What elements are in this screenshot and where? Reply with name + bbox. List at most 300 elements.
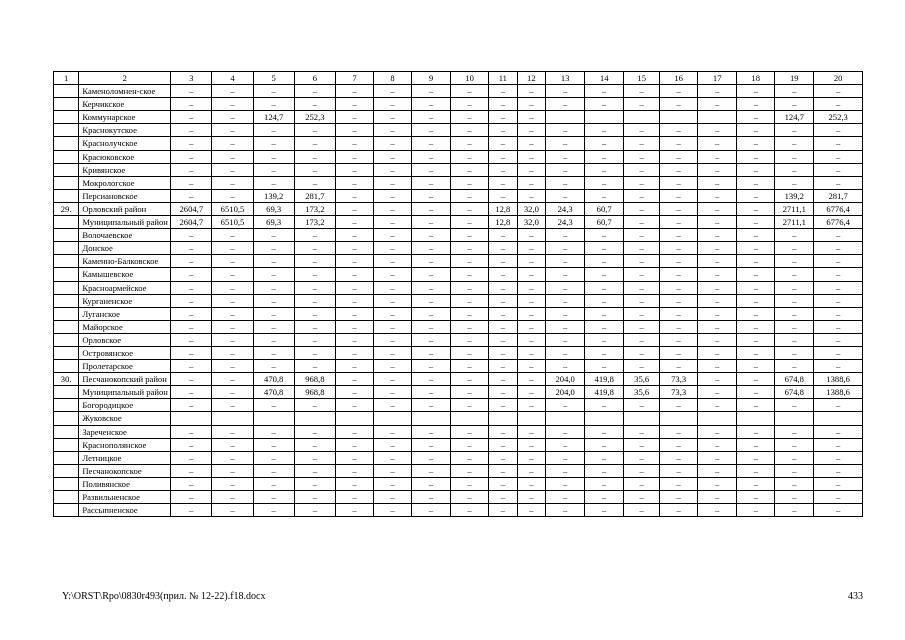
row-number (54, 294, 79, 307)
table-cell: – (412, 360, 451, 373)
table-cell: – (546, 438, 585, 451)
table-cell: – (814, 504, 863, 517)
table-cell: – (517, 150, 546, 163)
table-cell: – (814, 229, 863, 242)
table-cell: – (775, 281, 814, 294)
table-cell: – (412, 491, 451, 504)
table-cell: – (412, 242, 451, 255)
table-row (54, 399, 863, 412)
table-cell: – (775, 451, 814, 464)
table-cell (294, 412, 335, 425)
table-cell: – (489, 255, 518, 268)
table-cell: – (373, 242, 411, 255)
table-cell: – (373, 333, 411, 346)
column-header: 17 (698, 72, 737, 85)
table-cell: 2604,7 (171, 202, 212, 215)
table-cell: – (373, 373, 411, 386)
table-cell: – (698, 373, 737, 386)
table-cell: – (698, 399, 737, 412)
table-cell: – (451, 294, 489, 307)
table-cell: – (212, 451, 253, 464)
table-cell: – (294, 320, 335, 333)
table-cell: – (373, 189, 411, 202)
table-cell: – (451, 373, 489, 386)
table-cell: 73,3 (660, 386, 698, 399)
table-cell: – (335, 111, 373, 124)
table-cell: – (546, 307, 585, 320)
table-cell (698, 412, 737, 425)
table-cell: – (253, 150, 294, 163)
table-cell: – (775, 294, 814, 307)
column-header: 4 (212, 72, 253, 85)
table-cell: – (660, 451, 698, 464)
table-cell: – (253, 98, 294, 111)
table-cell: – (737, 333, 775, 346)
table-cell: – (171, 176, 212, 189)
table-cell: – (660, 268, 698, 281)
row-number (54, 360, 79, 373)
table-cell: – (546, 451, 585, 464)
table-cell: – (775, 163, 814, 176)
table-cell: – (660, 85, 698, 98)
table-cell: – (489, 399, 518, 412)
table-cell: – (517, 85, 546, 98)
table-cell: – (775, 307, 814, 320)
table-cell: – (451, 425, 489, 438)
table-cell: – (737, 464, 775, 477)
row-number (54, 242, 79, 255)
table-cell: 173,2 (294, 202, 335, 215)
table-cell: – (373, 294, 411, 307)
table-cell (451, 412, 489, 425)
table-cell: – (253, 242, 294, 255)
table-cell: – (624, 491, 660, 504)
table-cell (660, 412, 698, 425)
row-number (54, 451, 79, 464)
table-cell: – (373, 477, 411, 490)
table-cell: – (660, 216, 698, 229)
row-name: Краснолучское (79, 137, 171, 150)
row-name: Каменно-Балковское (79, 255, 171, 268)
row-number (54, 137, 79, 150)
table-cell: – (335, 189, 373, 202)
table-cell: – (698, 425, 737, 438)
table-cell: – (585, 281, 624, 294)
table-cell: – (451, 111, 489, 124)
table-cell: – (546, 281, 585, 294)
table-cell: – (814, 137, 863, 150)
table-cell: – (451, 137, 489, 150)
column-header: 20 (814, 72, 863, 85)
table-cell: – (585, 294, 624, 307)
table-cell: – (373, 307, 411, 320)
table-cell: – (585, 242, 624, 255)
table-cell: – (489, 111, 518, 124)
row-number (54, 98, 79, 111)
table-cell: – (737, 176, 775, 189)
table-cell: – (373, 98, 411, 111)
table-row (54, 268, 863, 281)
table-cell: – (585, 98, 624, 111)
table-cell: 139,2 (775, 189, 814, 202)
table-cell: – (698, 333, 737, 346)
table-cell: – (451, 346, 489, 359)
row-name: Кривянское (79, 163, 171, 176)
table-cell: – (585, 320, 624, 333)
table-cell: 2711,1 (775, 216, 814, 229)
table-cell: – (814, 294, 863, 307)
table-cell (335, 412, 373, 425)
table-cell: – (775, 268, 814, 281)
table-cell: – (253, 294, 294, 307)
table-cell: – (660, 294, 698, 307)
table-cell: – (814, 242, 863, 255)
table-cell: – (373, 346, 411, 359)
row-number (54, 163, 79, 176)
table-cell: 69,3 (253, 216, 294, 229)
table-cell: – (546, 268, 585, 281)
row-name: Красюковское (79, 150, 171, 163)
table-cell: – (546, 150, 585, 163)
table-cell: – (624, 98, 660, 111)
table-row (54, 98, 863, 111)
column-header: 9 (412, 72, 451, 85)
row-number (54, 307, 79, 320)
table-cell: – (546, 346, 585, 359)
table-cell: – (814, 176, 863, 189)
table-cell: – (171, 307, 212, 320)
table-cell: – (585, 451, 624, 464)
table-cell: – (698, 229, 737, 242)
table-cell: – (737, 491, 775, 504)
table-cell: – (660, 281, 698, 294)
table-cell: – (373, 451, 411, 464)
table-cell: – (585, 504, 624, 517)
table-cell: – (585, 255, 624, 268)
table-cell: – (660, 320, 698, 333)
table-cell: – (660, 346, 698, 359)
table-cell: 252,3 (814, 111, 863, 124)
table-cell: – (294, 137, 335, 150)
table-cell: – (698, 451, 737, 464)
table-cell: – (212, 124, 253, 137)
table-cell: – (814, 163, 863, 176)
table-cell: – (585, 176, 624, 189)
row-name: Поливянское (79, 477, 171, 490)
table-cell: – (212, 176, 253, 189)
table-cell: – (171, 504, 212, 517)
row-name: Мокрологское (79, 176, 171, 189)
table-cell: – (517, 294, 546, 307)
header-row (54, 72, 863, 85)
table-cell (171, 412, 212, 425)
row-name: Рассыпненское (79, 504, 171, 517)
table-row (54, 333, 863, 346)
table-cell: – (517, 137, 546, 150)
row-name: Коммунарское (79, 111, 171, 124)
table-cell: – (546, 189, 585, 202)
table-cell: – (212, 346, 253, 359)
table-cell: – (412, 399, 451, 412)
row-number (54, 477, 79, 490)
table-cell: – (624, 189, 660, 202)
table-cell: – (294, 85, 335, 98)
table-cell: – (546, 124, 585, 137)
table-cell: – (775, 137, 814, 150)
table-cell: – (489, 307, 518, 320)
table-cell: – (660, 150, 698, 163)
table-cell: – (624, 333, 660, 346)
table-body (54, 72, 863, 517)
table-cell: – (775, 360, 814, 373)
table-cell: – (814, 150, 863, 163)
table-cell: – (212, 386, 253, 399)
row-number (54, 85, 79, 98)
table-cell: – (171, 85, 212, 98)
table-cell: 124,7 (253, 111, 294, 124)
row-name: Камышевское (79, 268, 171, 281)
table-cell: – (517, 504, 546, 517)
table-cell: – (373, 202, 411, 215)
row-name: Орловское (79, 333, 171, 346)
table-row (54, 150, 863, 163)
table-row (54, 176, 863, 189)
table-cell: 2711,1 (775, 202, 814, 215)
table-cell: – (489, 229, 518, 242)
table-cell: – (294, 98, 335, 111)
table-cell: – (585, 438, 624, 451)
table-cell: – (775, 242, 814, 255)
table-cell (814, 412, 863, 425)
table-cell: – (412, 150, 451, 163)
table-cell: – (451, 281, 489, 294)
table-cell: – (489, 189, 518, 202)
table-cell: – (698, 163, 737, 176)
table-cell: – (335, 386, 373, 399)
table-cell: – (517, 386, 546, 399)
row-number (54, 150, 79, 163)
table-cell: – (451, 320, 489, 333)
table-cell: – (412, 333, 451, 346)
table-row (54, 163, 863, 176)
row-name: Персиановское (79, 189, 171, 202)
table-cell: – (451, 216, 489, 229)
table-cell: – (412, 307, 451, 320)
table-cell: – (624, 346, 660, 359)
table-cell: – (585, 360, 624, 373)
table-cell (212, 412, 253, 425)
table-cell: – (294, 504, 335, 517)
table-cell: – (294, 451, 335, 464)
table-cell: – (489, 464, 518, 477)
table-cell: – (737, 281, 775, 294)
table-cell: – (412, 438, 451, 451)
table-cell: – (546, 163, 585, 176)
table-cell: – (585, 150, 624, 163)
table-cell: – (489, 268, 518, 281)
table-cell: – (412, 85, 451, 98)
row-name: Керчикское (79, 98, 171, 111)
table-cell: – (253, 491, 294, 504)
table-cell: – (373, 464, 411, 477)
data-table (53, 71, 863, 517)
table-cell: – (624, 202, 660, 215)
table-cell: – (489, 360, 518, 373)
table-cell: – (412, 346, 451, 359)
table-cell: – (212, 137, 253, 150)
table-cell: – (814, 360, 863, 373)
table-cell: – (253, 438, 294, 451)
table-cell: – (737, 98, 775, 111)
table-cell: 32,0 (517, 202, 546, 215)
table-cell: – (737, 360, 775, 373)
table-cell: 674,8 (775, 373, 814, 386)
table-cell: – (212, 425, 253, 438)
table-cell: – (335, 281, 373, 294)
table-cell (775, 412, 814, 425)
row-name: Зареченское (79, 425, 171, 438)
table-cell: – (412, 202, 451, 215)
table-cell: – (489, 163, 518, 176)
table-cell: – (212, 307, 253, 320)
table-row (54, 360, 863, 373)
table-row (54, 320, 863, 333)
table-cell: – (660, 189, 698, 202)
table-cell: 24,3 (546, 216, 585, 229)
table-cell: – (451, 307, 489, 320)
table-cell: – (489, 176, 518, 189)
table-cell: – (624, 176, 660, 189)
table-cell: – (698, 216, 737, 229)
table-cell: – (660, 307, 698, 320)
column-header: 5 (253, 72, 294, 85)
row-name: Богородицкое (79, 399, 171, 412)
table-cell: – (171, 346, 212, 359)
table-cell: – (814, 491, 863, 504)
table-cell: – (294, 399, 335, 412)
table-cell: – (624, 294, 660, 307)
table-cell: – (171, 438, 212, 451)
table-cell: – (335, 294, 373, 307)
table-cell: 281,7 (294, 189, 335, 202)
table-cell: – (814, 268, 863, 281)
table-cell (737, 412, 775, 425)
table-cell: – (585, 85, 624, 98)
table-cell: – (517, 373, 546, 386)
table-cell: – (373, 360, 411, 373)
table-cell: – (517, 307, 546, 320)
table-cell: – (660, 176, 698, 189)
table-cell: – (171, 150, 212, 163)
table-cell: – (517, 189, 546, 202)
table-cell: – (412, 268, 451, 281)
table-cell: – (171, 229, 212, 242)
table-cell: – (624, 150, 660, 163)
table-cell: – (698, 268, 737, 281)
table-cell: – (212, 373, 253, 386)
table-cell (546, 412, 585, 425)
table-cell: – (585, 189, 624, 202)
table-row (54, 491, 863, 504)
table-cell: – (335, 85, 373, 98)
table-cell: – (698, 320, 737, 333)
page-number: 433 (848, 591, 863, 602)
table-cell: – (412, 425, 451, 438)
table-cell: – (698, 137, 737, 150)
table-cell: – (412, 163, 451, 176)
table-cell: – (335, 307, 373, 320)
table-row (54, 281, 863, 294)
table-cell: – (171, 425, 212, 438)
table-cell: – (585, 124, 624, 137)
table-cell: – (660, 504, 698, 517)
table-cell: – (335, 438, 373, 451)
table-cell: 6510,5 (212, 216, 253, 229)
table-cell: – (373, 386, 411, 399)
table-cell: – (171, 111, 212, 124)
table-cell: – (517, 163, 546, 176)
table-cell: – (698, 124, 737, 137)
table-row (54, 307, 863, 320)
table-cell: – (212, 189, 253, 202)
table-cell: – (624, 438, 660, 451)
table-cell: – (253, 504, 294, 517)
table-cell: – (489, 150, 518, 163)
table-cell: 470,8 (253, 373, 294, 386)
table-row (54, 111, 863, 124)
table-cell: – (451, 451, 489, 464)
table-cell: – (294, 150, 335, 163)
table-cell: – (737, 202, 775, 215)
table-cell: 32,0 (517, 216, 546, 229)
table-cell: – (814, 438, 863, 451)
column-header: 7 (335, 72, 373, 85)
table-row (54, 216, 863, 229)
table-cell: – (660, 477, 698, 490)
table-cell: – (171, 163, 212, 176)
table-cell: – (171, 242, 212, 255)
table-cell: – (373, 399, 411, 412)
table-cell: – (451, 360, 489, 373)
table-cell: – (737, 242, 775, 255)
table-cell: – (489, 386, 518, 399)
column-header: 3 (171, 72, 212, 85)
table-cell: – (489, 438, 518, 451)
table-cell: – (775, 425, 814, 438)
table-cell: – (546, 255, 585, 268)
table-cell: 124,7 (775, 111, 814, 124)
table-cell: – (335, 399, 373, 412)
row-number (54, 412, 79, 425)
table-cell: – (212, 360, 253, 373)
table-cell: – (212, 281, 253, 294)
table-cell: 252,3 (294, 111, 335, 124)
table-cell: – (451, 124, 489, 137)
row-number (54, 111, 79, 124)
table-cell: – (660, 464, 698, 477)
table-cell: – (451, 438, 489, 451)
row-name: Муниципальный район (79, 386, 171, 399)
row-number (54, 255, 79, 268)
table-cell: – (373, 176, 411, 189)
table-row (54, 202, 863, 215)
table-cell: – (698, 438, 737, 451)
table-cell: – (660, 124, 698, 137)
table-cell: – (517, 268, 546, 281)
table-cell: – (212, 399, 253, 412)
table-row (54, 346, 863, 359)
table-cell: 419,8 (585, 373, 624, 386)
